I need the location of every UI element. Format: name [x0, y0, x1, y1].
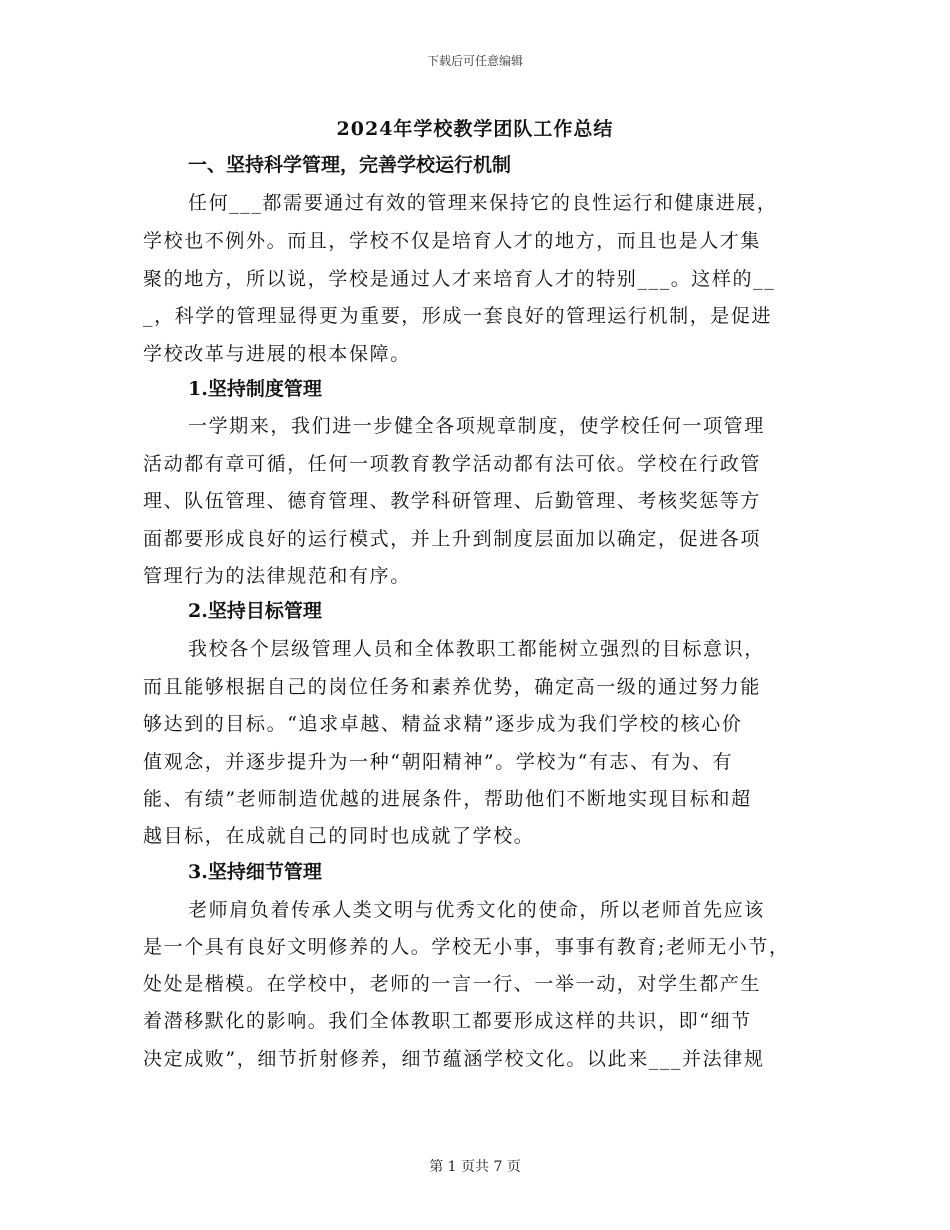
paragraph-line: 是一个具有良好文明修养的人。学校无小事，事事有教育;老师无小节，	[143, 936, 790, 958]
paragraph-line: 学校也不例外。而且，学校不仅是培育人才的地方，而且也是人才集	[143, 230, 762, 252]
document-title: 2024年学校教学团队工作总结	[336, 118, 614, 140]
paragraph-line: 越目标，在成就自己的同时也成就了学校。	[143, 825, 535, 847]
paragraph-line: 处处是楷模。在学校中，老师的一言一行、一举一动，对学生都产生	[143, 973, 762, 995]
paragraph-line: 够达到的目标。“追求卓越、精益求精”逐步成为我们学校的核心价	[143, 713, 743, 735]
paragraph-line: 决定成败”，细节折射修养，细节蕴涵学校文化。以此来___并法律规	[143, 1048, 765, 1070]
paragraph-line: 老师肩负着传承人类文明与优秀文化的使命，所以老师首先应该	[188, 899, 765, 921]
section-heading: 一、坚持科学管理，完善学校运行机制	[188, 154, 512, 176]
page-header: 下载后可任意编辑	[426, 54, 523, 68]
paragraph-line: 聚的地方，所以说，学校是通过人才来培育人才的特别___。这样的__	[143, 268, 776, 290]
paragraph-line: 活动都有章可循，任何一项教育教学活动都有法可依。学校在行政管	[143, 453, 762, 475]
subsection-heading: 2.坚持目标管理	[188, 600, 322, 622]
paragraph-line: _，科学的管理显得更为重要，形成一套良好的管理运行机制，是促进	[143, 305, 773, 327]
paragraph-line: 而且能够根据自己的岗位任务和素养优势，确定高一级的通过努力能	[143, 676, 762, 698]
paragraph-line: 我校各个层级管理人员和全体教职工都能树立强烈的目标意识，	[188, 638, 765, 660]
paragraph-line: 值观念，并逐步提升为一种“朝阳精神”。学校为“有志、有为、有	[143, 751, 734, 773]
paragraph-line: 着潜移默化的影响。我们全体教职工都要形成这样的共识，即“细节	[143, 1010, 752, 1032]
paragraph-line: 面都要形成良好的运行模式，并上升到制度层面加以确定，促进各项	[143, 528, 762, 550]
paragraph-line: 理、队伍管理、德育管理、教学科研管理、后勤管理、考核奖惩等方	[143, 490, 762, 512]
subsection-heading: 1.坚持制度管理	[188, 378, 322, 400]
paragraph-line: 能、有绩”老师制造优越的进展条件，帮助他们不断地实现目标和超	[143, 788, 752, 810]
paragraph-line: 一学期来，我们进一步健全各项规章制度，使学校任何一项管理	[188, 415, 765, 437]
paragraph-line: 学校改革与进展的根本保障。	[143, 343, 411, 365]
page-footer: 第 1 页共 7 页	[429, 1159, 521, 1175]
subsection-heading: 3.坚持细节管理	[188, 861, 322, 883]
paragraph-line: 管理行为的法律规范和有序。	[143, 565, 411, 587]
paragraph-line: 任何___都需要通过有效的管理来保持它的良性运行和健康进展，	[188, 192, 778, 214]
